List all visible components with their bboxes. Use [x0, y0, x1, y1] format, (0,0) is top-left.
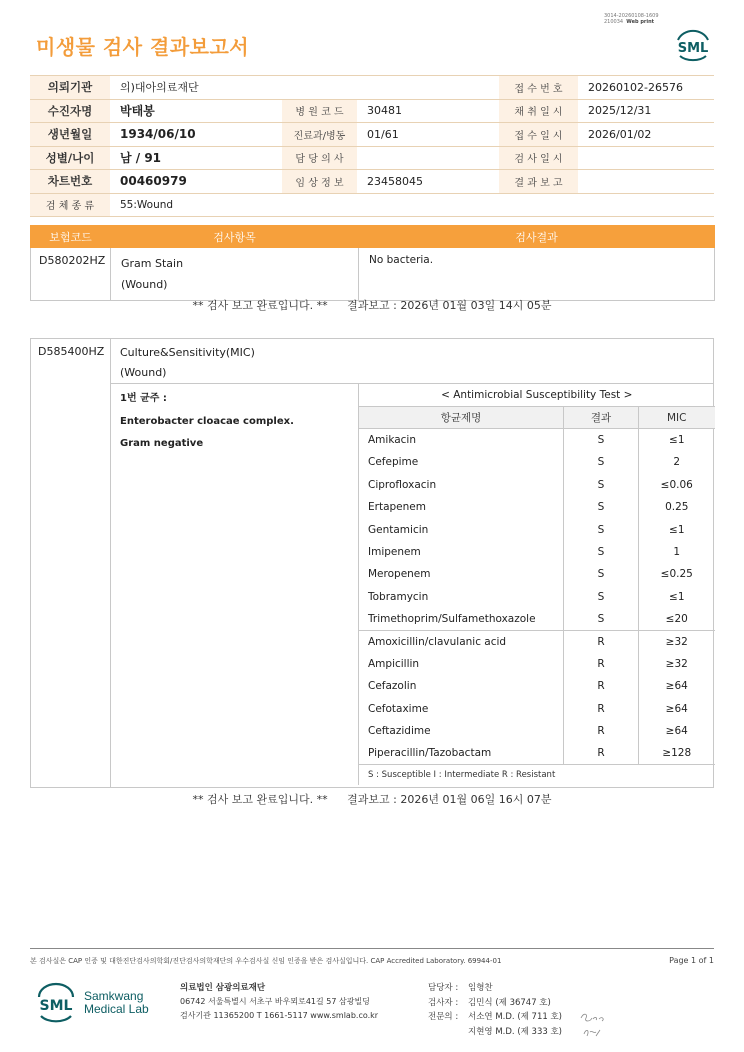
complete-msg-2: ** 검사 보고 완료입니다. ** — [192, 793, 328, 806]
label-received-date: 접 수 일 시 — [499, 123, 578, 147]
ast-row — [359, 608, 715, 630]
label-hospital-code: 병 원 코 드 — [282, 99, 357, 123]
ast-drug-name: Ciprofloxacin — [359, 474, 564, 496]
ast-drug-mic: ≥128 — [639, 742, 715, 764]
ast-drug-mic: ≥64 — [639, 675, 715, 697]
culture-code: D585400HZ — [31, 339, 111, 787]
ast-drug-result: R — [564, 697, 639, 719]
staff-tester: 김민식 (제 36747 호) — [468, 997, 551, 1008]
label-specimen-type: 검 체 종 류 — [30, 193, 110, 217]
label-chart-no: 차트번호 — [30, 170, 110, 194]
gram-item-specimen: (Wound) — [121, 278, 168, 291]
ast-drug-result: S — [564, 586, 639, 608]
ast-row — [359, 586, 715, 608]
ast-drug-mic: ≤0.06 — [639, 474, 715, 496]
value-accession-no: 20260102-26576 — [578, 76, 714, 100]
ast-drug-name: Meropenem — [359, 563, 564, 585]
label-department: 진료과/병동 — [282, 123, 357, 147]
ast-row — [359, 541, 715, 563]
value-specimen-type: 55:Wound — [110, 193, 282, 217]
staff-doctor-1: 서소연 M.D. (제 711 호) — [468, 1012, 563, 1022]
label-collection-date: 채 취 일 시 — [499, 99, 578, 123]
ast-drug-mic: ≤20 — [639, 608, 715, 630]
label-birth-date: 생년월일 — [30, 123, 110, 147]
ast-row — [359, 451, 715, 473]
gram-code: D580202HZ — [31, 248, 111, 301]
label-report-date: 결 과 보 고 — [499, 170, 578, 194]
ast-drug-name: Gentamicin — [359, 518, 564, 540]
complete-time-2: 결과보고 : 2026년 01월 06일 16시 07분 — [347, 793, 552, 806]
label-patient-name: 수진자명 — [30, 99, 110, 123]
ast-legend: S : Susceptible I : Intermediate R : Resistant — [359, 765, 715, 785]
gram-result: No bacteria. — [359, 248, 715, 301]
ast-drug-mic: 0.25 — [639, 496, 715, 518]
value-test-date — [578, 146, 714, 170]
organism-label: 1번 균주 : — [120, 393, 167, 404]
value-collection-date: 2025/12/31 — [578, 99, 714, 123]
label-clinical-info: 임 상 정 보 — [282, 170, 357, 194]
value-hospital-code: 30481 — [357, 99, 499, 123]
ast-row — [359, 429, 715, 451]
ast-drug-mic: ≥32 — [639, 653, 715, 675]
staff-manager-label: 담당자 : — [428, 983, 459, 993]
ast-drug-result: S — [564, 474, 639, 496]
page-number: Page 1 of 1 — [669, 956, 714, 965]
ast-row — [359, 474, 715, 496]
print-mode: Web print — [626, 19, 655, 25]
ast-drug-result: S — [564, 541, 639, 563]
ast-row — [359, 518, 715, 540]
ast-drug-result: S — [564, 608, 639, 630]
ast-drug-name: Tobramycin — [359, 586, 564, 608]
ast-col-mic: MIC — [639, 406, 715, 428]
ast-drug-result: S — [564, 563, 639, 585]
patient-info-table — [30, 75, 714, 217]
ast-title: < Antimicrobial Susceptibility Test > — [359, 384, 715, 406]
ast-drug-mic: ≤1 — [639, 518, 715, 540]
ast-row — [359, 496, 715, 518]
footer-divider — [30, 948, 714, 949]
patient-row — [30, 170, 714, 194]
print-id — [604, 13, 659, 25]
label-doctor: 담 당 의 사 — [282, 146, 357, 170]
ast-drug-mic: ≤1 — [639, 429, 715, 451]
value-birth-date: 1934/06/10 — [110, 123, 282, 147]
ast-drug-name: Cefepime — [359, 451, 564, 473]
signature-icon — [578, 1010, 608, 1042]
staff-tester-label: 검사자 : — [428, 997, 459, 1008]
ast-table — [358, 384, 715, 785]
patient-row — [30, 99, 714, 123]
ast-drug-mic: 1 — [639, 541, 715, 563]
samkwang-logo-icon — [36, 980, 76, 1026]
org-name: 의료법인 삼광의료재단 — [180, 983, 266, 993]
ast-row — [359, 675, 715, 697]
ast-drug-name: Amoxicillin/clavulanic acid — [359, 630, 564, 652]
staff-doctor-2: 지현영 M.D. (제 333 호) — [468, 1026, 563, 1037]
value-chart-no: 00460979 — [110, 170, 282, 194]
staff-doctor-label: 전문의 : — [428, 1012, 459, 1022]
ast-row — [359, 742, 715, 764]
value-department: 01/61 — [357, 123, 499, 147]
ast-drug-result: S — [564, 451, 639, 473]
ast-drug-name: Trimethoprim/Sulfamethoxazole — [359, 608, 564, 630]
complete-msg-1: ** 검사 보고 완료입니다. ** — [192, 299, 328, 312]
ast-drug-name: Ampicillin — [359, 653, 564, 675]
ast-drug-mic: 2 — [639, 451, 715, 473]
ast-drug-mic: ≤0.25 — [639, 563, 715, 585]
ast-row — [359, 630, 715, 652]
report-complete-2 — [0, 791, 744, 807]
footer-accreditation-note: 본 검사실은 CAP 인증 및 대한진단검사의학회/진단검사의학재단의 우수검사실 신임 인증을 받은 검사실입니다. CAP Accredited Laboratory. 69944-01 — [30, 957, 502, 965]
brand-line2: Medical Lab — [84, 1002, 149, 1016]
brand-line1: Samkwang — [84, 989, 144, 1003]
ast-drug-result: R — [564, 653, 639, 675]
gram-item-name: Gram Stain — [121, 257, 184, 270]
ast-drug-result: R — [564, 720, 639, 742]
ast-drug-name: Cefotaxime — [359, 697, 564, 719]
ast-drug-mic: ≥64 — [639, 720, 715, 742]
organism-name: Enterobacter cloacae complex. — [120, 415, 294, 427]
ast-drug-name: Ertapenem — [359, 496, 564, 518]
label-requester: 의뢰기관 — [30, 76, 110, 100]
ast-drug-mic: ≥32 — [639, 630, 715, 652]
culture-item-specimen: (Wound) — [120, 366, 167, 379]
footer-brand — [84, 990, 149, 1016]
ast-row — [359, 720, 715, 742]
value-doctor — [357, 146, 499, 170]
culture-item-name: Culture&Sensitivity(MIC) — [120, 346, 255, 359]
staff-manager: 임형찬 — [468, 983, 493, 993]
patient-row — [30, 146, 714, 170]
print-id-line1: 3014-20260108-1609 — [604, 13, 659, 19]
patient-row — [30, 193, 714, 217]
ast-drug-name: Cefazolin — [359, 675, 564, 697]
ast-row — [359, 653, 715, 675]
ast-drug-result: R — [564, 675, 639, 697]
label-sex-age: 성별/나이 — [30, 146, 110, 170]
value-sex-age: 남 / 91 — [110, 146, 282, 170]
footer-staff — [428, 981, 562, 1039]
label-test-date: 검 사 일 시 — [499, 146, 578, 170]
ast-col-result: 결과 — [564, 406, 639, 428]
org-address: 06742 서울특별시 서초구 바우뫼로41길 57 삼광빌딩 — [180, 997, 370, 1006]
ast-drug-name: Imipenem — [359, 541, 564, 563]
ast-drug-result: S — [564, 496, 639, 518]
ast-row — [359, 563, 715, 585]
header-test-item: 검사항목 — [111, 226, 359, 248]
value-patient-name: 박태봉 — [110, 99, 282, 123]
complete-time-1: 결과보고 : 2026년 01월 03일 14시 05분 — [347, 299, 552, 312]
ast-drug-mic: ≥64 — [639, 697, 715, 719]
footer-logo-text: SML — [39, 998, 73, 1014]
logo-text: SML — [677, 41, 709, 56]
ast-drug-name: Piperacillin/Tazobactam — [359, 742, 564, 764]
org-contact: 검사기관 11365200 T 1661-5117 www.smlab.co.kr — [180, 1011, 379, 1020]
ast-drug-name: Ceftazidime — [359, 720, 564, 742]
footer-org-info — [180, 981, 378, 1023]
print-id-line2: 210034 — [604, 19, 624, 25]
organism-gram: Gram negative — [120, 438, 204, 449]
label-accession-no: 접 수 번 호 — [499, 76, 578, 100]
ast-drug-name: Amikacin — [359, 429, 564, 451]
ast-drug-result: S — [564, 429, 639, 451]
ast-drug-result: R — [564, 742, 639, 764]
report-complete-1 — [0, 297, 744, 313]
value-requester: 의)대아의료재단 — [110, 76, 282, 100]
ast-row — [359, 697, 715, 719]
patient-row — [30, 123, 714, 147]
value-received-date: 2026/01/02 — [578, 123, 714, 147]
gram-stain-table — [30, 225, 715, 301]
ast-drug-result: S — [564, 518, 639, 540]
value-report-date — [578, 170, 714, 194]
header-test-result: 검사결과 — [359, 226, 715, 248]
ast-col-drug: 항균제명 — [359, 406, 564, 428]
sml-logo-icon — [674, 26, 712, 62]
value-clinical-info: 23458045 — [357, 170, 499, 194]
organism-info — [111, 384, 359, 460]
page-title: 미생물 검사 결과보고서 — [36, 35, 250, 59]
patient-row — [30, 76, 714, 100]
culture-section — [30, 338, 714, 788]
header-insurance-code: 보험코드 — [31, 226, 111, 248]
ast-drug-result: R — [564, 630, 639, 652]
ast-drug-mic: ≤1 — [639, 586, 715, 608]
